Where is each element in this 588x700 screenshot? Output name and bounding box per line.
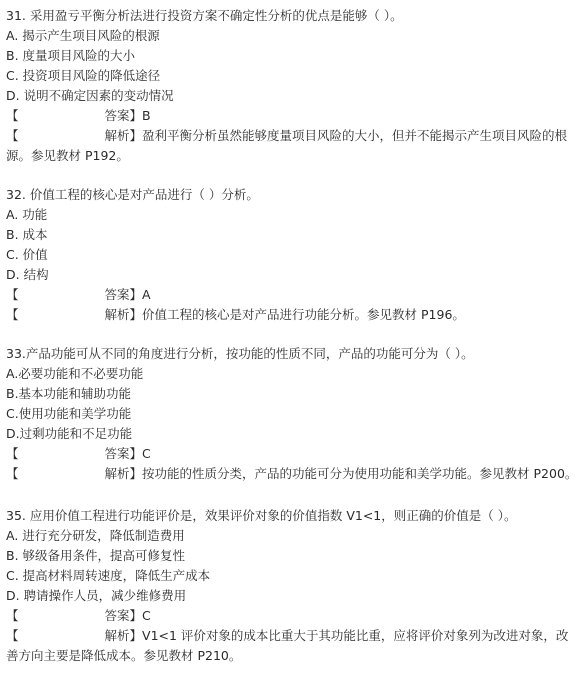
option-b: B. 成本 bbox=[6, 227, 48, 242]
answer-value: C bbox=[142, 608, 151, 623]
analysis-line bbox=[6, 464, 580, 484]
option-a: A. 揭示产生项目风险的根源 bbox=[6, 28, 160, 43]
answer-line bbox=[6, 285, 580, 305]
question-35 bbox=[6, 506, 580, 666]
option-d: D. 聘请操作人员，减少维修费用 bbox=[6, 588, 187, 603]
answer-value: B bbox=[142, 108, 151, 123]
option-d: D. 说明不确定因素的变动情况 bbox=[6, 88, 174, 103]
option-a: A.必要功能和不必要功能 bbox=[6, 366, 144, 381]
analysis-label: 解析】 bbox=[104, 128, 143, 143]
option-b: B.基本功能和辅助功能 bbox=[6, 386, 132, 401]
analysis-text: 盈利平衡分析虽然能够度量项目风险的大小，但并不能揭示产生项目风险的根源。参见教材 P192。 bbox=[6, 128, 568, 163]
answer-value: C bbox=[142, 446, 151, 461]
analysis-text: 按功能的性质分类，产品的功能可分为使用功能和美学功能。参见教材 P200。 bbox=[142, 466, 578, 481]
question-stem: 32. 价值工程的核心是对产品进行（ ）分析。 bbox=[6, 187, 259, 202]
answer-value: A bbox=[142, 287, 151, 302]
answer-line bbox=[6, 106, 580, 126]
document-body bbox=[6, 6, 580, 666]
option-b: B. 够级备用条件，提高可修复性 bbox=[6, 548, 186, 563]
option-c: C. 价值 bbox=[6, 247, 48, 262]
spacer bbox=[6, 325, 580, 344]
question-stem: 31. 采用盈亏平衡分析法进行投资方案不确定性分析的优点是能够（ ）。 bbox=[6, 8, 403, 23]
analysis-bracket: 【 bbox=[6, 307, 19, 322]
question-32 bbox=[6, 185, 580, 325]
answer-line bbox=[6, 606, 580, 626]
answer-label: 答案】 bbox=[104, 287, 143, 302]
answer-line bbox=[6, 444, 580, 464]
option-d: D. 结构 bbox=[6, 267, 49, 282]
analysis-text: 价值工程的核心是对产品进行功能分析。参见教材 P196。 bbox=[142, 307, 465, 322]
question-33 bbox=[6, 344, 580, 484]
answer-label: 答案】 bbox=[104, 108, 143, 123]
answer-bracket: 【 bbox=[6, 108, 19, 123]
answer-bracket: 【 bbox=[6, 608, 19, 623]
analysis-text: V1<1 评价对象的成本比重大于其功能比重，应将评价对象列为改进对象，改善方向主要是降低成本。参见教材 P210。 bbox=[6, 628, 569, 663]
question-stem: 35. 应用价值工程进行功能评价是，效果评价对象的价值指数 V1<1，则正确的价值是（ ）。 bbox=[6, 508, 517, 523]
answer-bracket: 【 bbox=[6, 446, 19, 461]
option-a: A. 进行充分研发，降低制造费用 bbox=[6, 528, 185, 543]
question-stem: 33.产品功能可从不同的角度进行分析，按功能的性质不同，产品的功能可分为（ ）。 bbox=[6, 346, 474, 361]
analysis-label: 解析】 bbox=[104, 628, 143, 643]
option-c: C. 提高材料周转速度，降低生产成本 bbox=[6, 568, 211, 583]
analysis-label: 解析】 bbox=[104, 466, 143, 481]
answer-bracket: 【 bbox=[6, 287, 19, 302]
option-b: B. 度量项目风险的大小 bbox=[6, 48, 136, 63]
spacer bbox=[6, 166, 580, 185]
option-c: C.使用功能和美学功能 bbox=[6, 406, 132, 421]
analysis-line bbox=[6, 626, 580, 666]
analysis-bracket: 【 bbox=[6, 466, 19, 481]
option-a: A. 功能 bbox=[6, 207, 48, 222]
analysis-bracket: 【 bbox=[6, 128, 19, 143]
analysis-line bbox=[6, 305, 580, 325]
option-d: D.过剩功能和不足功能 bbox=[6, 426, 133, 441]
analysis-label: 解析】 bbox=[104, 307, 143, 322]
spacer bbox=[6, 484, 580, 506]
answer-label: 答案】 bbox=[104, 608, 143, 623]
option-c: C. 投资项目风险的降低途径 bbox=[6, 68, 161, 83]
analysis-line bbox=[6, 126, 580, 166]
analysis-bracket: 【 bbox=[6, 628, 19, 643]
question-31 bbox=[6, 6, 580, 166]
answer-label: 答案】 bbox=[104, 446, 143, 461]
